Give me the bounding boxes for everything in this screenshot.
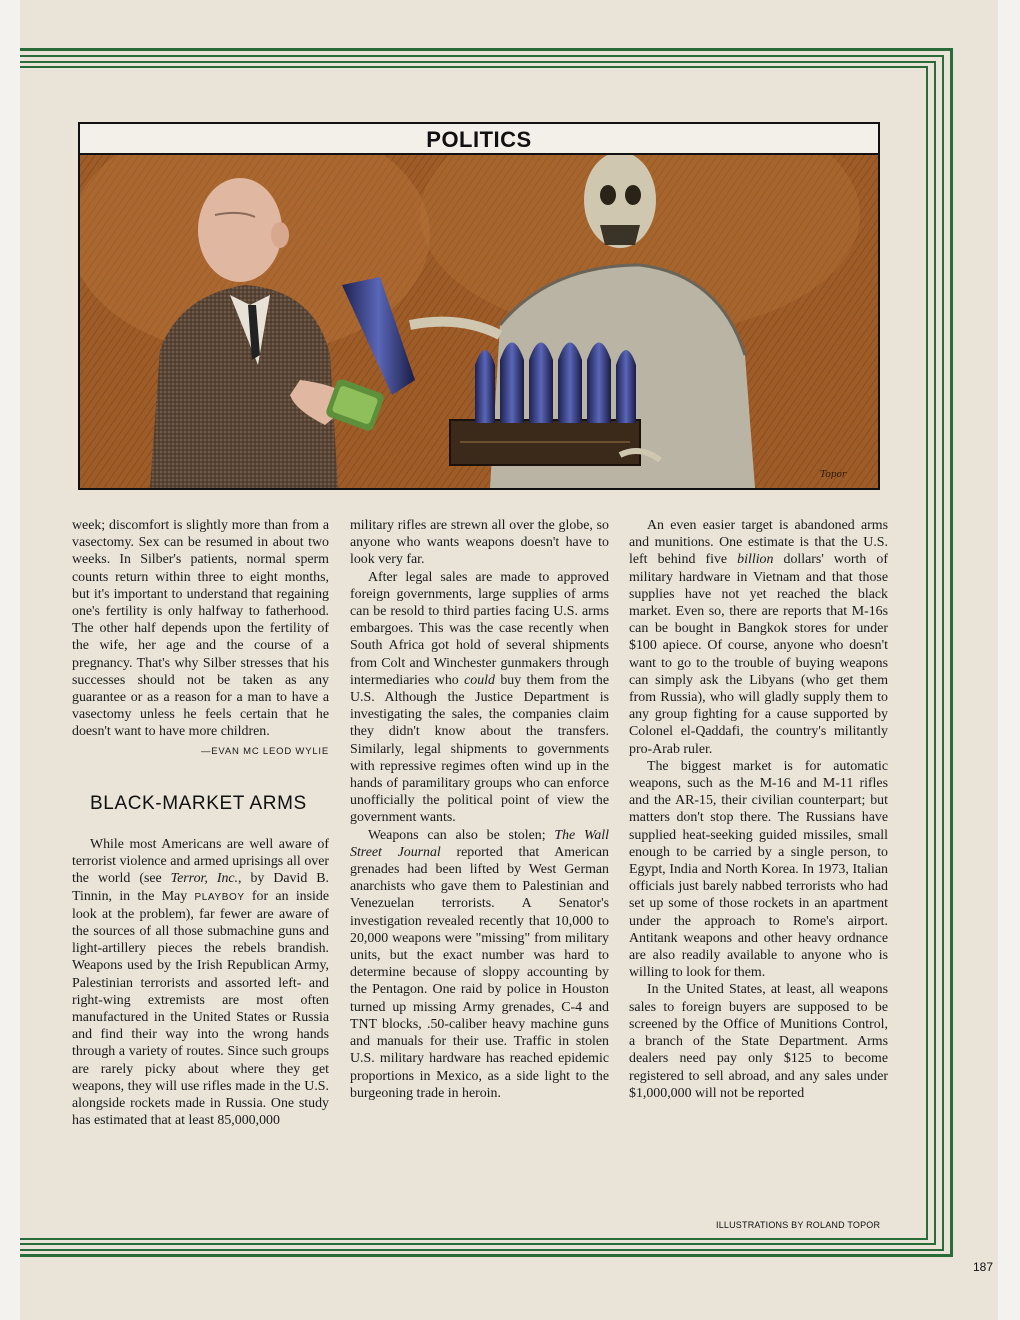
paragraph: An even easier target is abandoned arms and munitions. One estimate is that the U.S. left behind five billion dollars' worth of military hardware in Vietnam and that those supplies have not yet reached the black market. Even so, there are reports that M-16s can be bought in Bangkok stores for under $100 apiece. Of course, anyone who doesn't want to go to the trouble of buying weapons can simply ask the Libyans (who get them from Russia), who will gladly supply them to any group fighting for a cause supported by Colonel el-Qaddafi, the country's militantly pro-Arab ruler. — [629, 518, 888, 757]
section-title: POLITICS — [426, 127, 532, 152]
artist-signature: Topor — [820, 470, 847, 480]
section-banner — [78, 122, 880, 155]
paragraph: The biggest market is for automatic weapons, such as the M-16 and M-11 rifles and the AR-15, their civilian counterpart; but matters don't stop there. The Russians have supplied heat-seeking guided missiles, small enough to be carried by a single person, to Egypt, India and North Korea. In 1973, Italian officials just barely nabbed terrorists who had set up some of those rockets in an apartment under the approach to Rome's airport. Antitank weapons and other heavy ordnance are also readily available to anyone who is willing to look for them. — [629, 758, 888, 981]
text-column-1 — [72, 517, 329, 1130]
paragraph: Weapons can also be stolen; The Wall Street Journal reported that American grenades had been lifted by West German anarchists who gave them to Palestinian and Venezuelan terrorists. A Senator's investigation revealed recently that 10,000 to 20,000 weapons were "missing" from military units, but the exact number was hard to determine because of sloppy accounting by the Pentagon. One raid by police in Houston turned up missing Army grenades, C-4 and TNT blocks, .50-caliber heavy machine guns and manuals for their use. Traffic in stolen U.S. military hardware has reached epidemic proportions in Mexico, as a side light to the burgeoning trade in heroin. — [350, 827, 609, 1101]
text-column-3 — [629, 517, 888, 1102]
paragraph: In the United States, at least, all weapons sales to foreign buyers are supposed to be screened by the Office of Munitions Control, a branch of the State Department. Arms dealers need pay only $125 to become registered to sell abroad, and any sales under $1,000,000 will not be reported — [629, 982, 888, 1101]
illustration — [78, 155, 880, 490]
paragraph: week; discomfort is slightly more than from a vasectomy. Sex can be resumed in about two weeks. In Silber's patients, normal sperm counts return within three to eight months, but it's important to understand that regaining one's fertility is only halfway to fatherhood. The other half depends upon the fertility of the wife, her age and the course of a pregnancy. That's why Silber stresses that his successes should not be taken as any guarantee or as a reason for a man to have a vasectomy unless he feels certain that he doesn't want to have more children. — [72, 518, 329, 740]
page-number: 187 — [973, 1260, 994, 1274]
article-subhead: BLACK-MARKET ARMS — [90, 792, 307, 814]
text-column-2 — [350, 517, 609, 1102]
paragraph: After legal sales are made to approved foreign governments, large supplies of arms can be resold to third parties facing U.S. arms embargoes. This was the case recently when South Africa got hold of several shipments from Colt and Winchester gunmakers through intermediaries who could buy them from the U.S. Although the Justice Department is investigating the sales, the companies claim they didn't know about the transfers. Similarly, legal shipments to governments with repressive regimes often wind up in the hands of paramilitary groups who can enforce unofficially the political point of view the government wants. — [350, 569, 609, 826]
arms-dealer-illustration — [80, 155, 878, 488]
paragraph: military rifles are strewn all over the globe, so anyone who wants weapons doesn't have to look very far. — [350, 518, 609, 568]
illustration-credit: ILLUSTRATIONS BY ROLAND TOPOR — [716, 1220, 881, 1230]
paragraph: While most Americans are well aware of terrorist violence and armed uprisings all over the world (see Terror, Inc., by David B. Tinnin, in the May PLAYBOY for an inside look at the problem), far fewer are aware of the sources of all those submachine guns and light-artillery pieces the rebels brandish. Weapons used by the Irish Republican Army, Palestinian terrorists and assorted left- and right-wing extremists are most often manufactured in the United States or Russia and find their way into the wrong hands through a variety of routes. Since such groups are rarely picky about where they get weapons, they will use rifles made in the U.S. alongside rockets made in Russia. One study has estimated that at least 85,000,000 — [72, 837, 330, 1129]
author-byline: —EVAN MC LEOD WYLIE — [201, 745, 329, 757]
